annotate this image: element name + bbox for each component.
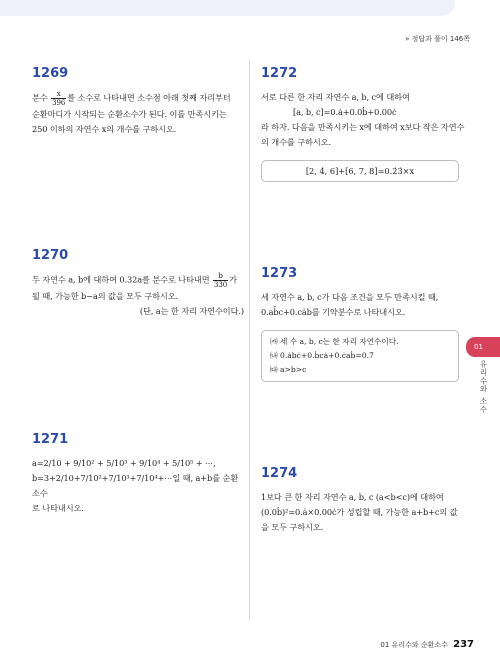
problem-number: 1273 [261,266,298,281]
problem-text [261,90,466,150]
problem-text [261,490,466,535]
footer-chapter: 01 유리수와 순환소수 [380,641,448,649]
problem-number: 1271 [32,432,69,447]
page-footer [380,639,474,650]
problem-number: 1270 [32,248,69,263]
text-fragment: 를 소수로 나타내면 소수점 아래 첫째 자리부터 [67,92,231,103]
fraction [51,90,66,107]
text-line: 1보다 큰 한 자리 자연수 a, b, c (a<b<c)에 대하여 [261,492,444,502]
condition-box: [2, 4, 6]+[6, 7, 8]=0.2̇3̇×x [261,160,459,182]
text-fragment: 두 자연수 a, b에 대하여 0.32a를 분수로 나타내면 [32,274,213,285]
text-line: 의 개수를 구하시오. [261,137,331,147]
text-line: (단, a는 한 자리 자연수이다.) [139,306,244,316]
text-line: a=2/10 + 9/10² + 5/10³ + 9/10⁴ + 5/10⁵ + ⋯, [32,458,216,468]
problem-text [32,456,244,516]
fraction [213,272,228,289]
text-line: (0.0ḃ)²=0.ȧ×0.00ċ가 성립할 때, 가능한 a+b+c의 값 [261,507,458,517]
condition-item: ㈐ a>b>c [270,365,307,374]
problem-text [32,272,244,319]
text-line: b=3+2/10+7/10²+7/10³+7/10⁴+⋯일 때, a+b를 순환소수 [32,473,239,498]
condition-box [261,330,459,382]
text-line: 라 하자. 다음을 만족시키는 x에 대하여 x보다 작은 자연수 [261,122,465,132]
fraction-numerator: b [213,272,228,281]
fraction-numerator: x [51,90,66,99]
text-fragment: 가 [229,274,237,285]
text-fragment: 분수 [32,92,51,103]
problem-1274 [261,466,466,535]
text-line: 로 나타내시오. [32,503,84,513]
top-band [0,0,455,16]
chapter-tab[interactable]: 01 [466,337,500,357]
problem-number: 1269 [32,66,69,81]
condition-item: ㈏ 0.ȧbċ+0.ḃcȧ+0.ċaḃ=0.7̇ [270,351,374,360]
fraction-denominator: 330 [214,281,228,289]
problem-text [261,290,466,320]
page-number: 237 [453,639,474,650]
formula-line: [a, b, c]=0.ȧ+0.0ḃ+0.00ċ [293,107,397,117]
text-line: 서로 다른 한 자리 자연수 a, b, c에 대하여 [261,92,410,102]
text-line: 을 모두 구하시오. [261,522,324,532]
problem-1273 [261,266,466,382]
column-divider [249,60,250,620]
problem-1271 [32,432,244,516]
problem-1270 [32,248,244,319]
problem-number: 1274 [261,466,298,481]
problem-1272 [261,66,466,182]
chapter-tab-label: 유리수와 소수 [479,360,488,414]
text-line: 순환마디가 시작되는 순환소수가 된다. 이를 만족시키는 [32,109,227,119]
text-line: 세 자연수 a, b, c가 다음 조건을 모두 만족시킬 때, [261,292,439,302]
problem-1269 [32,66,242,137]
text-line: 250 이하의 자연수 x의 개수를 구하시오. [32,124,177,134]
text-line: 0.ab̄c+0.cȧb를 기약분수로 나타내시오. [261,307,406,317]
problem-number: 1272 [261,66,298,81]
condition-item: ㈎ 세 수 a, b, c는 한 자리 자연수이다. [270,337,399,346]
fraction-denominator: 396 [52,99,66,107]
answer-reference: » 정답과 풀이 146쪽 [405,35,470,43]
text-line: 될 때, 가능한 b−a의 값을 모두 구하시오. [32,291,179,301]
problem-text [32,90,242,137]
